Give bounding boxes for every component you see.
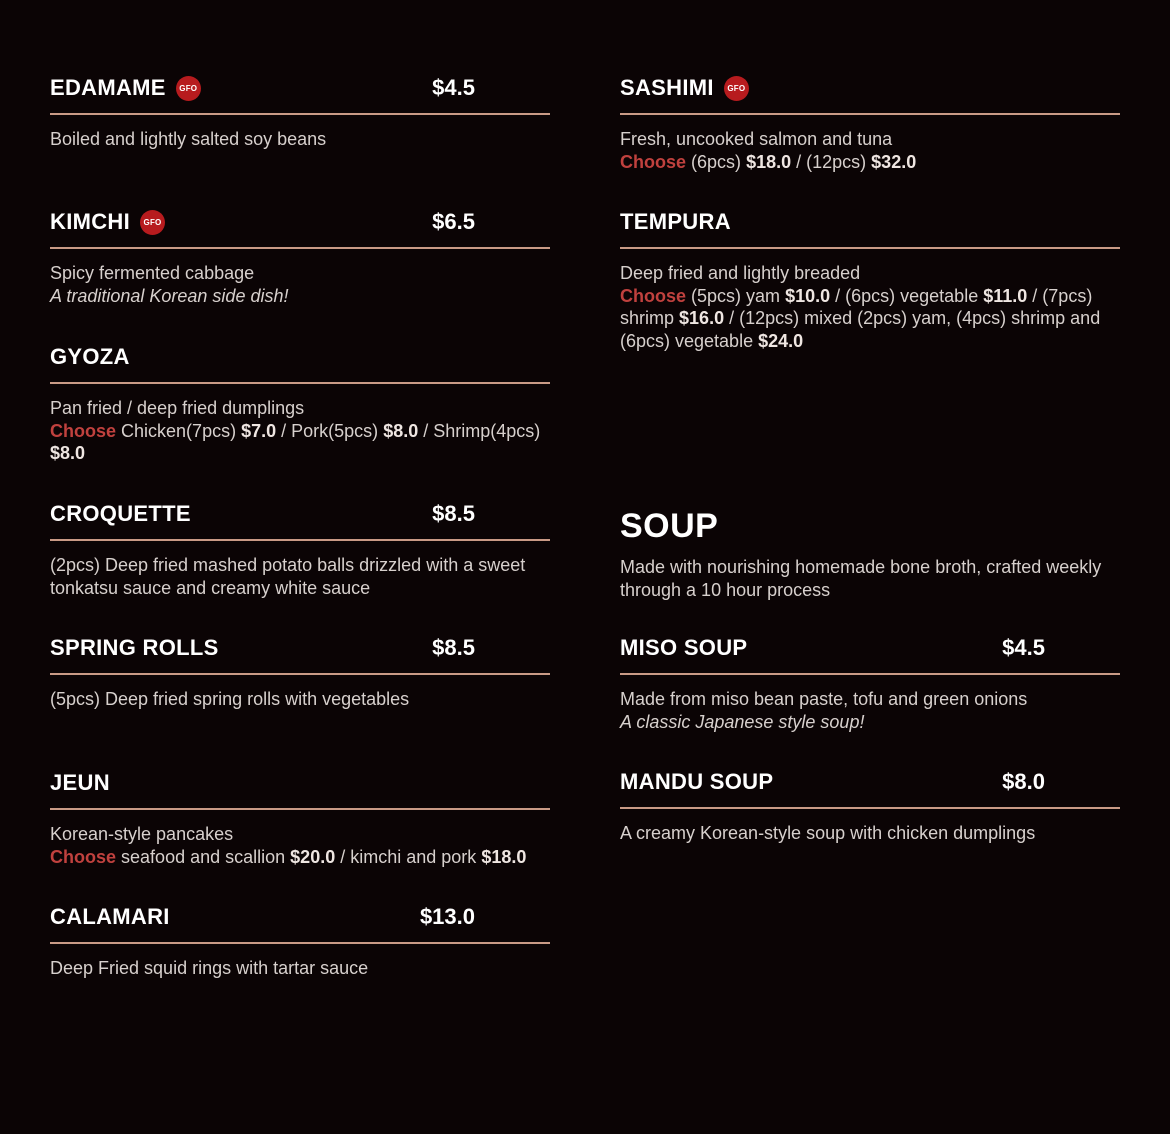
menu-column-left	[50, 72, 550, 1001]
item-description	[50, 397, 550, 465]
menu-item-gyoza	[50, 341, 550, 498]
option-label: Shrimp(4pcs)	[433, 420, 541, 441]
item-header	[50, 72, 550, 115]
menu-item-jeun	[50, 767, 550, 901]
item-options: Choose (6pcs) $18.0 / (12pcs) $32.0	[620, 151, 917, 172]
choose-label: Choose	[50, 420, 117, 441]
item-price: $8.5	[432, 501, 475, 526]
item-name-text: SPRING ROLLS	[50, 635, 219, 660]
item-price: $4.5	[432, 75, 475, 100]
item-price: $4.5	[1002, 635, 1045, 660]
description-text: Deep Fried squid rings with tartar sauce	[50, 958, 369, 978]
item-name-text: KIMCHI	[50, 209, 131, 234]
item-name	[620, 635, 747, 661]
item-name	[620, 209, 731, 235]
item-description	[50, 262, 550, 307]
item-options: Choose (5pcs) yam $10.0 / (6pcs) vegetable $11.0 / (7pcs) shrimp $16.0 / (12pcs) mixed (2pcs) yam, (4pcs) shrimp and (6pcs) vegetable $24.0	[620, 285, 1101, 351]
item-price: $13.0	[419, 904, 475, 929]
option-price: $10.0	[785, 285, 831, 306]
item-description	[50, 957, 550, 980]
item-name-text: MISO SOUP	[620, 635, 748, 660]
description-text: Made from miso bean paste, tofu and green onions	[620, 689, 1028, 709]
item-name	[50, 770, 110, 796]
option-price: $8.0	[383, 420, 419, 441]
option-label: Pork(5pcs)	[291, 420, 379, 441]
option-label: (5pcs) yam	[691, 285, 781, 306]
item-name	[620, 769, 773, 795]
option-price: $18.0	[481, 846, 527, 867]
gfo-badge-icon: GFO	[724, 76, 749, 101]
item-description	[50, 823, 550, 868]
item-name-text: JEUN	[50, 770, 110, 795]
item-description	[50, 128, 550, 151]
item-note: A classic Japanese style soup!	[620, 711, 865, 732]
item-header	[50, 901, 550, 944]
option-label: kimchi and pork	[350, 846, 477, 867]
description-text: A creamy Korean-style soup with chicken dumplings	[620, 823, 1036, 843]
item-name	[620, 75, 749, 101]
description-text: Boiled and lightly salted soy beans	[50, 129, 327, 149]
item-description	[50, 554, 550, 599]
item-name	[50, 904, 170, 930]
item-name	[50, 344, 130, 370]
option-price: $20.0	[290, 846, 336, 867]
item-name-text: CROQUETTE	[50, 501, 191, 526]
description-text: (5pcs) Deep fried spring rolls with vegetables	[50, 689, 410, 709]
option-label: (7pcs) shrimp	[620, 285, 1093, 328]
item-description	[620, 822, 1120, 845]
description-text: Pan fried / deep fried dumplings	[50, 398, 305, 418]
option-price: $16.0	[679, 308, 725, 328]
item-options: Choose seafood and scallion $20.0 / kimchi and pork $18.0	[50, 846, 527, 867]
section-description: Made with nourishing homemade bone broth, crafted weekly through a 10 hour process	[620, 557, 1102, 600]
option-label: (6pcs)	[691, 151, 742, 172]
item-name	[50, 209, 165, 235]
item-header	[50, 206, 550, 249]
menu-item-mandu-soup	[620, 766, 1120, 866]
item-description	[620, 688, 1120, 733]
item-name	[50, 635, 219, 661]
item-options: Choose Chicken(7pcs) $7.0 / Pork(5pcs) $8.0 / Shrimp(4pcs) $8.0	[50, 420, 541, 463]
item-name-text: GYOZA	[50, 344, 130, 369]
item-description	[620, 128, 1120, 173]
item-name-text: SASHIMI	[620, 75, 714, 100]
gfo-badge-icon: GFO	[176, 76, 201, 101]
option-price: $7.0	[241, 420, 277, 441]
menu-item-miso-soup	[620, 632, 1120, 766]
item-name-text: TEMPURA	[620, 209, 731, 234]
gfo-badge-icon: GFO	[140, 210, 165, 235]
menu-item-tempura	[620, 206, 1120, 506]
option-price: $8.0	[50, 443, 86, 463]
item-header	[620, 766, 1120, 809]
item-header	[50, 498, 550, 541]
menu-item-spring-rolls	[50, 632, 550, 767]
description-text: Fresh, uncooked salmon and tuna	[620, 129, 893, 149]
menu-column-right	[620, 72, 1120, 866]
item-name-text: MANDU SOUP	[620, 769, 774, 794]
option-label: (6pcs) vegetable	[845, 285, 979, 306]
item-name-text: CALAMARI	[50, 904, 170, 929]
menu-item-edamame	[50, 72, 550, 206]
menu-item-sashimi	[620, 72, 1120, 206]
choose-label: Choose	[620, 151, 687, 172]
item-header	[50, 632, 550, 675]
option-price: $11.0	[983, 285, 1028, 306]
menu-item-kimchi	[50, 206, 550, 341]
option-label: Chicken(7pcs)	[121, 420, 237, 441]
option-price: $32.0	[871, 151, 917, 172]
option-label: (12pcs) mixed (2pcs) yam, (4pcs) shrimp and (6pcs) vegetable	[620, 308, 1101, 351]
soup-section-header	[620, 506, 1120, 632]
option-price: $18.0	[746, 151, 792, 172]
item-header	[50, 341, 550, 384]
item-note: A traditional Korean side dish!	[50, 285, 289, 306]
option-label: seafood and scallion	[121, 846, 286, 867]
item-header	[620, 206, 1120, 249]
menu-item-croquette	[50, 498, 550, 632]
item-name	[50, 501, 191, 527]
item-description	[50, 688, 550, 711]
description-text: Deep fried and lightly breaded	[620, 263, 861, 283]
choose-label: Choose	[620, 285, 687, 306]
item-header	[620, 632, 1120, 675]
description-text: Korean-style pancakes	[50, 824, 234, 844]
description-text: (2pcs) Deep fried mashed potato balls drizzled with a sweet tonkatsu sauce and creamy white sauce	[50, 555, 526, 598]
item-description	[620, 262, 1120, 352]
item-price: $8.5	[432, 635, 475, 660]
description-text: Spicy fermented cabbage	[50, 263, 255, 283]
item-name	[50, 75, 201, 101]
option-label: (12pcs)	[806, 151, 867, 172]
item-header	[620, 72, 1120, 115]
item-price: $8.0	[1002, 769, 1045, 794]
menu-item-calamari	[50, 901, 550, 1001]
choose-label: Choose	[50, 846, 117, 867]
item-name-text: EDAMAME	[50, 75, 166, 100]
option-price: $24.0	[758, 330, 804, 351]
item-price: $6.5	[432, 209, 475, 234]
section-title: SOUP	[620, 507, 719, 545]
item-header	[50, 767, 550, 810]
